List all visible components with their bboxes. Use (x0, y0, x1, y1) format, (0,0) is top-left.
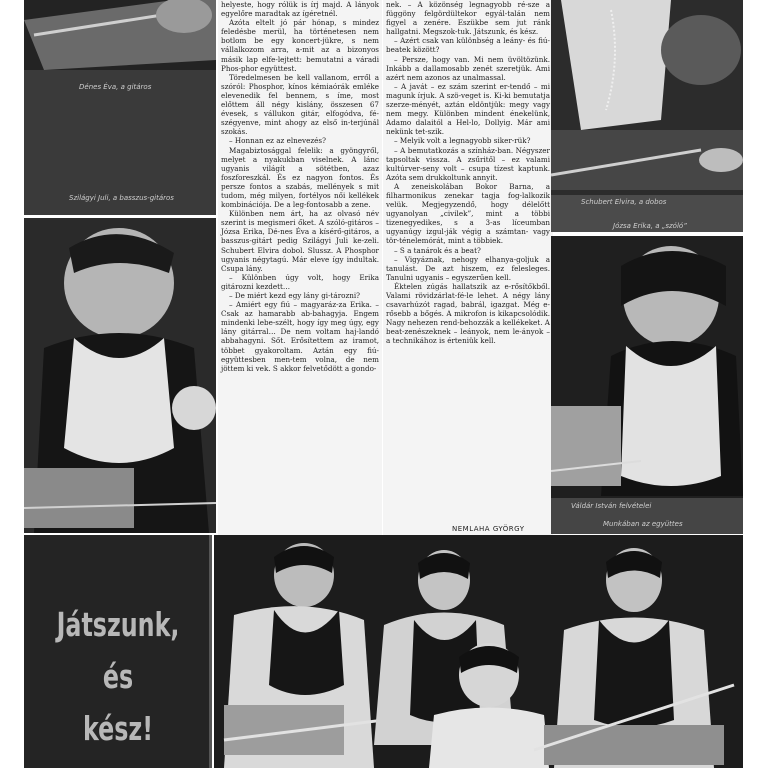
col2-p3: – Persze, hogy van. Mi nem üvöltözünk. Inkább a dallamosabb zenét szeretjük. Ami azért nem azonos az unalmassal. (386, 54, 550, 82)
article-column-1 (218, 0, 382, 535)
photo-szilagyi-juli (24, 218, 216, 533)
col1-p1: helyeste, hogy rólük is írj majd. A lányok egyelőre maradtak az ígéretnél. (221, 0, 379, 19)
photo-illustration (24, 0, 216, 215)
col2-p8: – S a tanárok és a beat? (394, 245, 481, 255)
photo-jozsa-erika (551, 236, 743, 534)
photo-band-group (214, 535, 743, 768)
title-line-3: kész! (82, 709, 154, 748)
photo-illustration (24, 218, 216, 533)
col2-p1: nek. – A közönség legnagyobb ré-sze a függöny felgördültekor egyál-talán nem figyel a zenére. Eszükbe sem jut ránk hallgatni. Megszok-tuk. Játszunk, és kész. (386, 0, 550, 37)
col1-p4: – Honnan ez az elnevezés? (229, 136, 326, 146)
col1-p9: – Amiért egy fiú – magyaráz-za Erika. – Csak az hamarabb ab-bahagyja. Engem mindenki lebe-szélt, hogy így meg úgy, egy lány gitárral… De nem voltam haj-landó abbahagyni. Sőt. Erősítettem az iramot, többet gyakoroltam. Aztán egy fiú-együttesben men-tem volna, de nem jöttem ki vek. S akkor felvetődött a gondo- (221, 300, 379, 373)
col1-p5: Magabiztosággal felelik: a gyöngyről, melyet a nyakukban viselnek. A lánc ugyanis világít a sötétben, azaz foszforeszkál. És ez nagyon fontos. És persze fontos a szabás, mellények s mit tudom, még milyen, fortélyos női kellékek kombinációja. De a leg-fontosabb a zene. (221, 145, 379, 210)
col2-p2: – Azért csak van különbség a leány- és fiú-beatek között? (386, 36, 550, 55)
col2-p6: – A bemutatkozás a színház-ban. Négyszer tapsoltak vissza. A zsűritől – ez valami kultúrver-seny volt – csupa tízest kaptunk. Azóta sem drukkoltunk annyit. (386, 145, 550, 182)
col2-p9: – Vigyáznak, nehogy elhanya-goljuk a tanulást. De azt hiszem, ez felesleges. Tanulni ugyanis – egyszerűen kell. (386, 254, 550, 282)
caption-denes: Dénes Éva, a gitáros (79, 83, 152, 91)
col2-p5: – Melyik volt a legnagyobb siker-rük? (394, 136, 531, 146)
photo-denes-eva (24, 0, 216, 215)
title-line-2: és (102, 657, 134, 696)
photo-illustration (214, 535, 743, 768)
col2-p10: Éktelen zúgás hallatszik az e-rősítőkből. Valami rövidzárlat-fé-le lehet. A négy lány csavarhúzót ragad, babrál, igazgat. Még e-rősebb a bőgés. A mikrofon is kikapcsolódik. Nagy nehezen rend-behozzák a kellékeket. A beat-zenészeknek – leányok, nem le-ányok – a technikához is érteniük kell. (386, 281, 550, 346)
title-line-1: Játszunk, (56, 605, 180, 644)
col2-p7: A zeneiskolában Bokor Barna, a filharmonikus zenekar tagja fog-lalkozik velük. Megjegyzendő, hogy délelőtt ugyanolyan „civilek”, mint a többi tizenegyedikes, s a 3-as líceumban ugyanúgy izgul-ják végig a számtan- vagy tör-ténelemórát, mint a többiek. (386, 181, 550, 246)
caption-jozsa: Józsa Erika, a „szóló” (613, 222, 687, 230)
caption-szilagyi: Szilágyi Juli, a basszus-gitáros (69, 194, 174, 202)
col1-p3: Töredelmesen be kell vallanom, erről a szóról: Phosphor, kínos kémiaórák emléke elevenedik fel bennem, s íme, most előttem áll négy kislány, összesen 67 évesek, s vállukon gitár, elfogódva, fé-szégyenve, mint ahogy az első in-terjúnál szokás. (221, 72, 379, 137)
title-panel (24, 535, 212, 768)
col2-p4: – A javát – ez szám szerint er-tendő – mi magunk írjuk. A szö-veget is. Ki-ki bemutatja szerze-ményét, aztán eldöntjük: megy vagy nem megy. Különben mindent énekelünk, Adamo dalaitól a Hel-lo, Dollyig. Már ami nekünk tet-szik. (386, 81, 550, 137)
col1-p2: Azóta eltelt jó pár hónap, s mindez feledésbe merül, ha történetesen nem botlom be egy koncert-jükre, s nem vállalkozom arra, a-mit az a bizonyos másik lap elfe-lejtett: bemutatni a váradi Phos-phor együttest. (221, 18, 379, 73)
photo-illustration (551, 236, 743, 534)
article-column-2 (383, 0, 553, 535)
author-signature: NEMLAHA GYÖRGY (452, 525, 525, 533)
title-panel-edge (209, 535, 212, 768)
caption-valdar: Váldár István felvételei (571, 502, 652, 510)
photo-schubert-elvira (551, 0, 743, 232)
caption-munkaban: Munkában az együttes (603, 520, 683, 528)
caption-schubert: Schubert Elvira, a dobos (581, 198, 667, 206)
col1-p7: – Különben úgy volt, hogy Erika gitározni kezdett… (221, 272, 379, 291)
col1-p8: – De miért kezd egy lány gi-tározni? (229, 291, 361, 300)
col1-p6: Különben nem árt, ha az olvasó név szerint is megismeri őket. A szóló-gitáros – Józsa Erika, Dé-nes Éva a kísérő-gitáros, a basszus-gitárt pedig Szilágyi Juli ke-zeli. Schubert Elvira dobol. Slussz. A Phosphor ugyanis négytagú. Már eleve így indultak. Csupa lány. (221, 209, 379, 273)
